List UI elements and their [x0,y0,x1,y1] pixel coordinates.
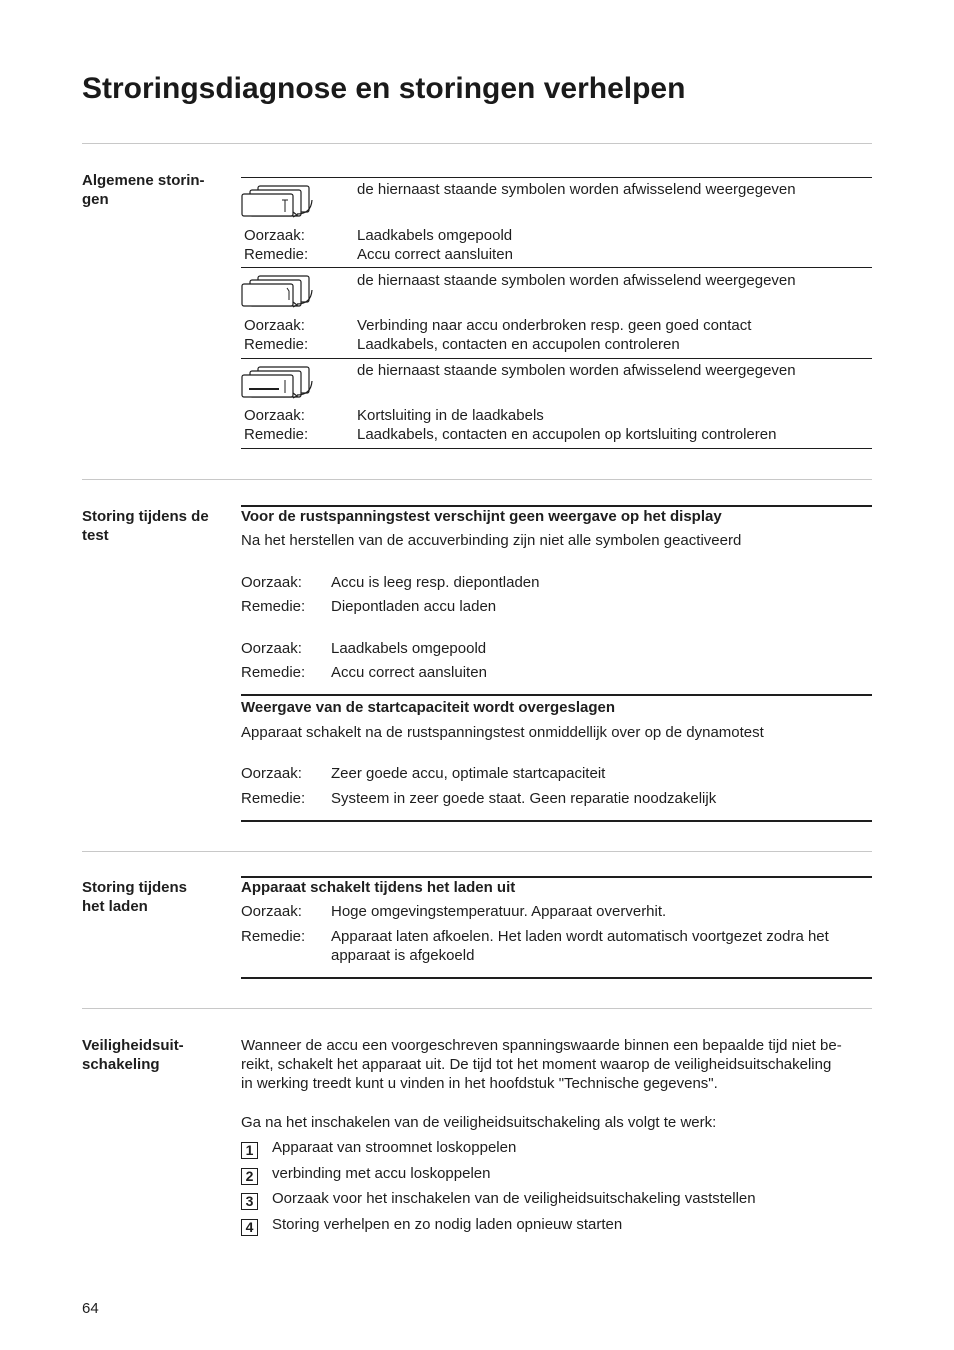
remedy-label: Remedie: [244,246,309,263]
fault-heading: Voor de rustspanningstest verschijnt geen weergave op het display [241,508,722,525]
remedy-label: Remedie: [241,664,306,681]
divider [82,143,872,144]
cause-text: Laadkabels omgepoold [331,640,487,657]
entry-note: de hiernaast staande symbolen worden afwisselend weergegeven [357,272,796,289]
fault-heading: Apparaat schakelt tijdens het laden uit [241,879,516,896]
remedy-label: Remedie: [244,336,309,353]
remedy-text: Diepontladen accu laden [331,598,497,615]
cause-text: Accu is leeg resp. diepontladen [331,574,540,591]
steps-intro: Ga na het inschakelen van de veiligheidsuitschakeling als volgt te werk: [241,1114,717,1131]
divider [82,479,872,480]
remedy-label: Remedie: [241,598,306,615]
cause-text: Hoge omgevingstemperatuur. Apparaat oververhit. [331,903,667,920]
paragraph-line: reikt, schakelt het apparaat uit. De tijd tot het moment waarop de veiligheidsuitschakeling [241,1056,832,1073]
step-number-box: 3 [241,1193,258,1210]
step-number-box: 1 [241,1142,258,1159]
paragraph-line: Wanneer de accu een voorgeschreven spanningswaarde binnen een bepaalde tijd niet be- [241,1037,842,1054]
step-number-box: 2 [241,1168,258,1185]
step-text: Storing verhelpen en zo nodig laden opnieuw starten [272,1216,623,1233]
divider [82,851,872,852]
remedy-text: Systeem in zeer goede staat. Geen reparatie noodzakelijk [331,790,717,807]
remedy-text-line: Apparaat laten afkoelen. Het laden wordt automatisch voortgezet zodra het [331,928,829,945]
page-title: Stroringsdiagnose en storingen verhelpen [82,72,686,105]
alternating-display-icon [241,365,317,399]
step-text: Oorzaak voor het inschakelen van de veiligheidsuitschakeling vaststellen [272,1190,756,1207]
page-number: 64 [82,1300,99,1317]
cause-label: Oorzaak: [241,765,302,782]
step-text: Apparaat van stroomnet loskoppelen [272,1139,517,1156]
remedy-text: Accu correct aansluiten [357,246,513,263]
table-rule [241,977,872,979]
cause-label: Oorzaak: [244,227,305,244]
remedy-text: Laadkabels, contacten en accupolen op kortsluiting controleren [357,426,777,443]
step-text: verbinding met accu loskoppelen [272,1165,491,1182]
table-rule [241,177,872,178]
alternating-display-icon [241,274,317,308]
fault-intro: Na het herstellen van de accuverbinding zijn niet alle symbolen geactiveerd [241,532,742,549]
table-rule [241,820,872,822]
paragraph-line: in werking treedt kunt u vinden in het hoofdstuk "Technische gegevens". [241,1075,718,1092]
section-label-charging-faults: Storing tijdens het laden [82,879,187,915]
entry-note: de hiernaast staande symbolen worden afwisselend weergegeven [357,181,796,198]
cause-text: Laadkabels omgepoold [357,227,513,244]
fault-intro: Apparaat schakelt na de rustspanningstest onmiddellijk over op de dynamotest [241,724,764,741]
cause-label: Oorzaak: [244,317,305,334]
cause-label: Oorzaak: [244,407,305,424]
table-rule [241,694,872,696]
step-number-box: 4 [241,1219,258,1236]
section-label-test-faults: Storing tijdens de test [82,508,209,544]
fault-heading: Weergave van de startcapaciteit wordt overgeslagen [241,699,616,716]
cause-label: Oorzaak: [241,574,302,591]
remedy-label: Remedie: [241,928,306,945]
cause-label: Oorzaak: [241,640,302,657]
section-label-general-faults: Algemene storin- gen [82,172,205,208]
section-label-safety-cutout: Veiligheidsuit- schakeling [82,1037,184,1073]
cause-label: Oorzaak: [241,903,302,920]
divider [82,1008,872,1009]
remedy-text: Accu correct aansluiten [331,664,487,681]
table-rule [241,448,872,449]
cause-text: Verbinding naar accu onderbroken resp. geen goed contact [357,317,752,334]
cause-text: Kortsluiting in de laadkabels [357,407,544,424]
alternating-display-icon [241,184,317,218]
table-rule [241,358,872,359]
table-rule [241,267,872,268]
entry-note: de hiernaast staande symbolen worden afwisselend weergegeven [357,362,796,379]
remedy-label: Remedie: [244,426,309,443]
remedy-text: Laadkabels, contacten en accupolen controleren [357,336,680,353]
remedy-label: Remedie: [241,790,306,807]
remedy-text-line: apparaat is afgekoeld [331,947,475,964]
cause-text: Zeer goede accu, optimale startcapaciteit [331,765,606,782]
